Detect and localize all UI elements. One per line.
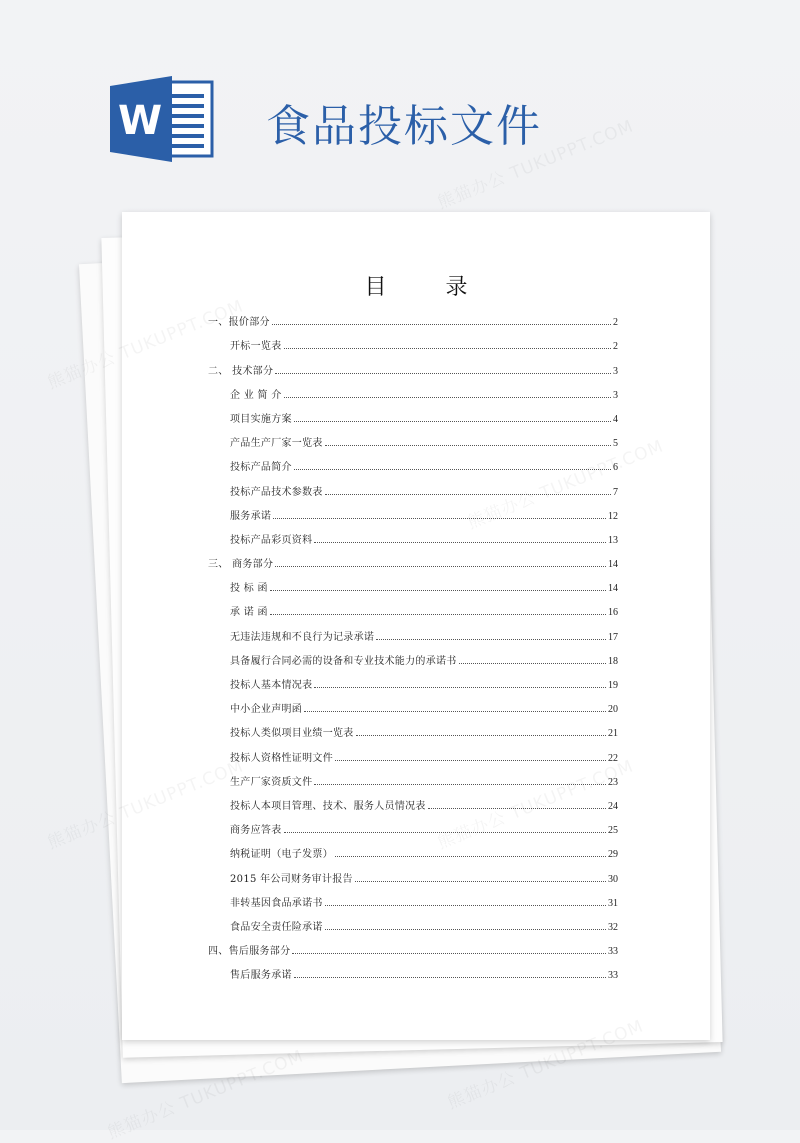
toc-entry-label: 纳税证明（电子发票） <box>230 849 333 861</box>
word-document-icon <box>110 76 214 162</box>
toc-leader-dots <box>335 856 606 857</box>
toc-entry-label: 非转基因食品承诺书 <box>230 897 323 909</box>
toc-entry-page: 33 <box>608 970 618 982</box>
toc-leader-dots <box>459 663 606 664</box>
toc-entry-page: 17 <box>608 631 618 643</box>
toc-entry-page: 20 <box>608 704 618 716</box>
toc-leader-dots <box>272 324 611 325</box>
toc-entry[interactable] <box>208 401 618 425</box>
toc-leader-dots <box>428 808 606 809</box>
toc-entry[interactable] <box>208 909 618 933</box>
toc-entry-page: 2 <box>613 341 618 353</box>
toc-leader-dots <box>294 469 611 470</box>
toc-leader-dots <box>284 832 607 833</box>
toc-leader-dots <box>325 494 611 495</box>
toc-entry-label: 2015 年公司财务审计报告 <box>230 873 353 885</box>
toc-leader-dots <box>294 421 611 422</box>
toc-entry[interactable] <box>208 860 618 884</box>
toc-entry[interactable] <box>208 643 618 667</box>
toc-entry[interactable] <box>208 425 618 449</box>
toc-entry-page: 4 <box>613 413 618 425</box>
toc-leader-dots <box>275 373 611 374</box>
toc-entry-label: 四、售后服务部分 <box>208 946 291 958</box>
toc-entry-label: 售后服务承诺 <box>230 970 292 982</box>
toc-entry[interactable] <box>208 570 618 594</box>
header <box>110 72 710 172</box>
toc-entry-page: 12 <box>608 510 618 522</box>
word-icon-letter: W <box>117 98 163 144</box>
toc-entry-page: 14 <box>608 583 618 595</box>
toc-entry-page: 14 <box>608 559 618 571</box>
toc-leader-dots <box>325 929 606 930</box>
toc-entry-label: 承 诺 函 <box>230 607 268 619</box>
toc-entry[interactable] <box>208 594 618 618</box>
toc-leader-dots <box>314 542 606 543</box>
toc-entry[interactable] <box>208 691 618 715</box>
document-page <box>122 212 710 1040</box>
toc-entry-label: 产品生产厂家一览表 <box>230 438 323 450</box>
toc-entry-page: 25 <box>608 825 618 837</box>
toc-leader-dots <box>314 784 606 785</box>
toc-entry-label: 投标产品技术参数表 <box>230 486 323 498</box>
toc-entry[interactable] <box>208 836 618 860</box>
toc-entry-page: 23 <box>608 776 618 788</box>
toc-entry[interactable] <box>208 449 618 473</box>
toc-entry[interactable] <box>208 933 618 957</box>
toc-leader-dots <box>376 639 606 640</box>
toc-entry-page: 3 <box>613 389 618 401</box>
toc-leader-dots <box>273 518 606 519</box>
toc-entry-label: 生产厂家资质文件 <box>230 776 313 788</box>
toc-entry[interactable] <box>208 715 618 739</box>
toc-entry-label: 中小企业声明函 <box>230 704 303 716</box>
toc-entry-label: 项目实施方案 <box>230 413 292 425</box>
toc-leader-dots <box>356 735 606 736</box>
toc-leader-dots <box>284 348 612 349</box>
toc-entry-label: 二、 技术部分 <box>208 365 274 377</box>
toc-entry-label: 投标人资格性证明文件 <box>230 752 333 764</box>
toc-leader-dots <box>325 905 606 906</box>
toc-entry-label: 一、报价部分 <box>208 317 270 329</box>
toc-entry-page: 21 <box>608 728 618 740</box>
toc-entry[interactable] <box>208 618 618 642</box>
toc-entry[interactable] <box>208 885 618 909</box>
toc-entry-label: 投标人基本情况表 <box>230 680 313 691</box>
toc-leader-dots <box>325 445 611 446</box>
toc-entry[interactable] <box>208 667 618 691</box>
toc-entry[interactable] <box>208 812 618 836</box>
toc-entry-page: 24 <box>608 800 618 812</box>
toc-entry-page: 33 <box>608 946 618 958</box>
toc-entry-page: 16 <box>608 607 618 619</box>
toc-entry-page: 32 <box>608 921 618 933</box>
toc-entry-page: 13 <box>608 534 618 546</box>
toc-entry-page: 31 <box>608 897 618 909</box>
toc-leader-dots <box>270 614 606 615</box>
toc-entry-label: 三、 商务部分 <box>208 559 274 571</box>
toc-entry[interactable] <box>208 328 618 352</box>
toc-leader-dots <box>270 590 606 591</box>
toc-entry-label: 服务承诺 <box>230 510 272 522</box>
toc-leader-dots <box>304 711 606 712</box>
toc-leader-dots <box>294 977 606 978</box>
toc-entry-page: 19 <box>608 680 618 691</box>
toc-entry-page: 18 <box>608 655 618 667</box>
table-of-contents <box>208 304 618 981</box>
toc-entry-page: 22 <box>608 752 618 764</box>
toc-entry[interactable] <box>208 352 618 376</box>
toc-entry-label: 投标产品简介 <box>230 462 292 474</box>
toc-entry-label: 投标人类似项目业绩一览表 <box>230 728 354 740</box>
toc-entry[interactable] <box>208 304 618 328</box>
toc-leader-dots <box>314 687 606 688</box>
toc-entry-label: 具备履行合同必需的设备和专业技术能力的承诺书 <box>230 655 457 667</box>
toc-entry-label: 商务应答表 <box>230 825 282 837</box>
toc-entry-label: 投 标 函 <box>230 583 268 595</box>
toc-entry[interactable] <box>208 739 618 763</box>
toc-entry-label: 无违法违规和不良行为记录承诺 <box>230 631 375 643</box>
toc-entry[interactable] <box>208 788 618 812</box>
toc-heading: 目 录 <box>364 275 494 300</box>
toc-entry-label: 食品安全责任险承诺 <box>230 921 323 933</box>
toc-entry-page: 7 <box>613 486 618 498</box>
toc-entry-page: 3 <box>613 365 618 377</box>
toc-entry-page: 5 <box>613 438 618 450</box>
toc-leader-dots <box>284 397 611 398</box>
toc-entry[interactable] <box>208 498 618 522</box>
toc-leader-dots <box>275 566 606 567</box>
toc-entry-label: 投标人本项目管理、技术、服务人员情况表 <box>230 800 426 812</box>
toc-entry-label: 投标产品彩页资料 <box>230 534 313 546</box>
toc-entry[interactable] <box>208 764 618 788</box>
toc-entry[interactable] <box>208 473 618 497</box>
toc-entry-label: 企 业 简 介 <box>230 389 282 401</box>
toc-entry-page: 29 <box>608 849 618 861</box>
toc-leader-dots <box>292 953 606 954</box>
toc-entry[interactable] <box>208 522 618 546</box>
toc-entry-page: 2 <box>613 317 618 329</box>
toc-entry[interactable] <box>208 377 618 401</box>
toc-entry-label: 开标一览表 <box>230 341 282 353</box>
toc-entry[interactable] <box>208 957 618 981</box>
toc-entry-page: 6 <box>613 462 618 474</box>
toc-entry-page: 30 <box>608 873 618 885</box>
toc-leader-dots <box>335 760 606 761</box>
toc-entry[interactable] <box>208 546 618 570</box>
toc-leader-dots <box>355 881 606 882</box>
page-title: 食品投标文件 <box>266 101 542 152</box>
